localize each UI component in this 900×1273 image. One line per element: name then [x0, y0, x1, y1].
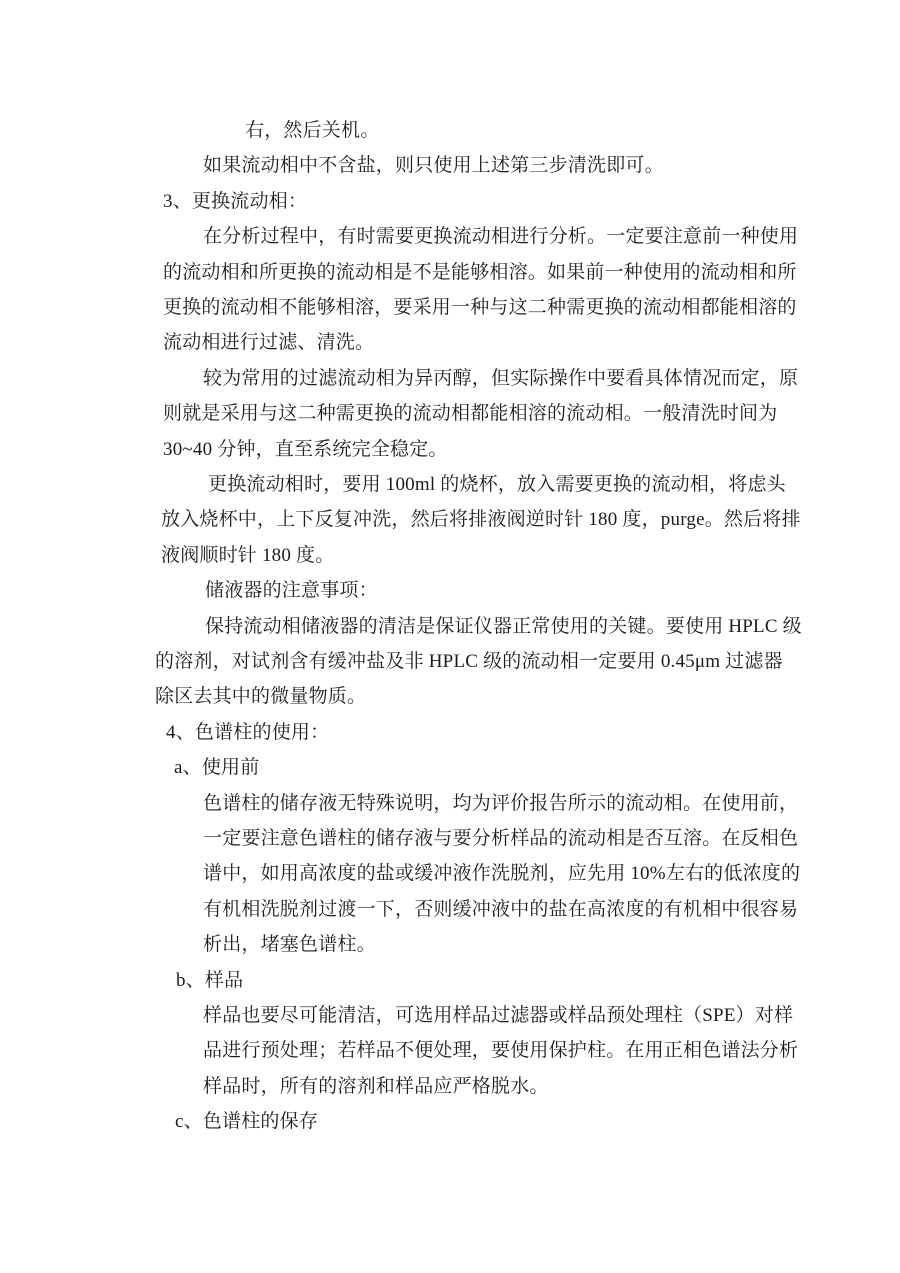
subsection-b-heading: b、样品: [176, 970, 244, 991]
text-line: 流动相进行过滤、清洗。: [163, 332, 375, 353]
text-line: 一定要注意色谱柱的储存液与要分析样品的流动相是否互溶。在反相色: [203, 828, 799, 849]
text-line: 液阀顺时针 180 度。: [161, 545, 335, 566]
text-line: 较为常用的过滤流动相为异丙醇，但实际操作中要看具体情况而定，原: [203, 368, 799, 389]
text-line: 放入烧杯中，上下反复冲洗，然后将排液阀逆时针 180 度，purge。然后将排: [161, 509, 801, 530]
section-3-heading: 3、更换流动相：: [163, 191, 308, 212]
text-line: 样品也要尽可能清洁，可选用样品过滤器或样品预处理柱（SPE）对样: [203, 1005, 794, 1026]
text-line: 在分析过程中，有时需要更换流动相进行分析。一定要注意前一种使用: [203, 226, 799, 247]
text-line: 如果流动相中不含盐，则只使用上述第三步清洗即可。: [203, 155, 664, 176]
text-line: 储液器的注意事项：: [205, 580, 378, 601]
text-line: 更换流动相时，要用 100ml 的烧杯，放入需要更换的流动相，将虑头: [208, 474, 786, 495]
text-line: 保持流动相储液器的清洁是保证仪器正常使用的关键。要使用 HPLC 级: [205, 616, 802, 637]
text-line: 更换的流动相不能够相溶，要采用一种与这二种需更换的流动相都能相溶的: [163, 297, 797, 318]
text-line: 色谱柱的储存液无特殊说明，均为评价报告所示的流动相。在使用前，: [203, 793, 799, 814]
text-line: 谱中，如用高浓度的盐或缓冲液作洗脱剂，应先用 10%左右的低浓度的: [203, 863, 801, 884]
text-line: 样品时，所有的溶剂和样品应严格脱水。: [203, 1076, 549, 1097]
text-line: 右，然后关机。: [245, 120, 380, 141]
text-line: 析出，堵塞色谱柱。: [203, 934, 376, 955]
subsection-c-heading: c、色谱柱的保存: [175, 1111, 319, 1132]
text-line: 的流动相和所更换的流动相是不是能够相溶。如果前一种使用的流动相和所: [163, 262, 797, 283]
text-line: 则就是采用与这二种需更换的流动相都能相溶的流动相。一般清洗时间为: [163, 403, 778, 424]
text-line: 的溶剂，对试剂含有缓冲盐及非 HPLC 级的流动相一定要用 0.45μm 过滤器: [155, 651, 783, 672]
text-line: 品进行预处理；若样品不便处理，要使用保护柱。在用正相色谱法分析: [203, 1040, 799, 1061]
text-line: 有机相洗脱剂过渡一下，否则缓冲液中的盐在高浓度的有机相中很容易: [203, 899, 799, 920]
text-line: 除区去其中的微量物质。: [155, 686, 367, 707]
subsection-a-heading: a、使用前: [174, 757, 260, 778]
text-line: 30~40 分钟，直至系统完全稳定。: [163, 439, 448, 460]
section-4-heading: 4、色谱柱的使用：: [166, 722, 330, 743]
